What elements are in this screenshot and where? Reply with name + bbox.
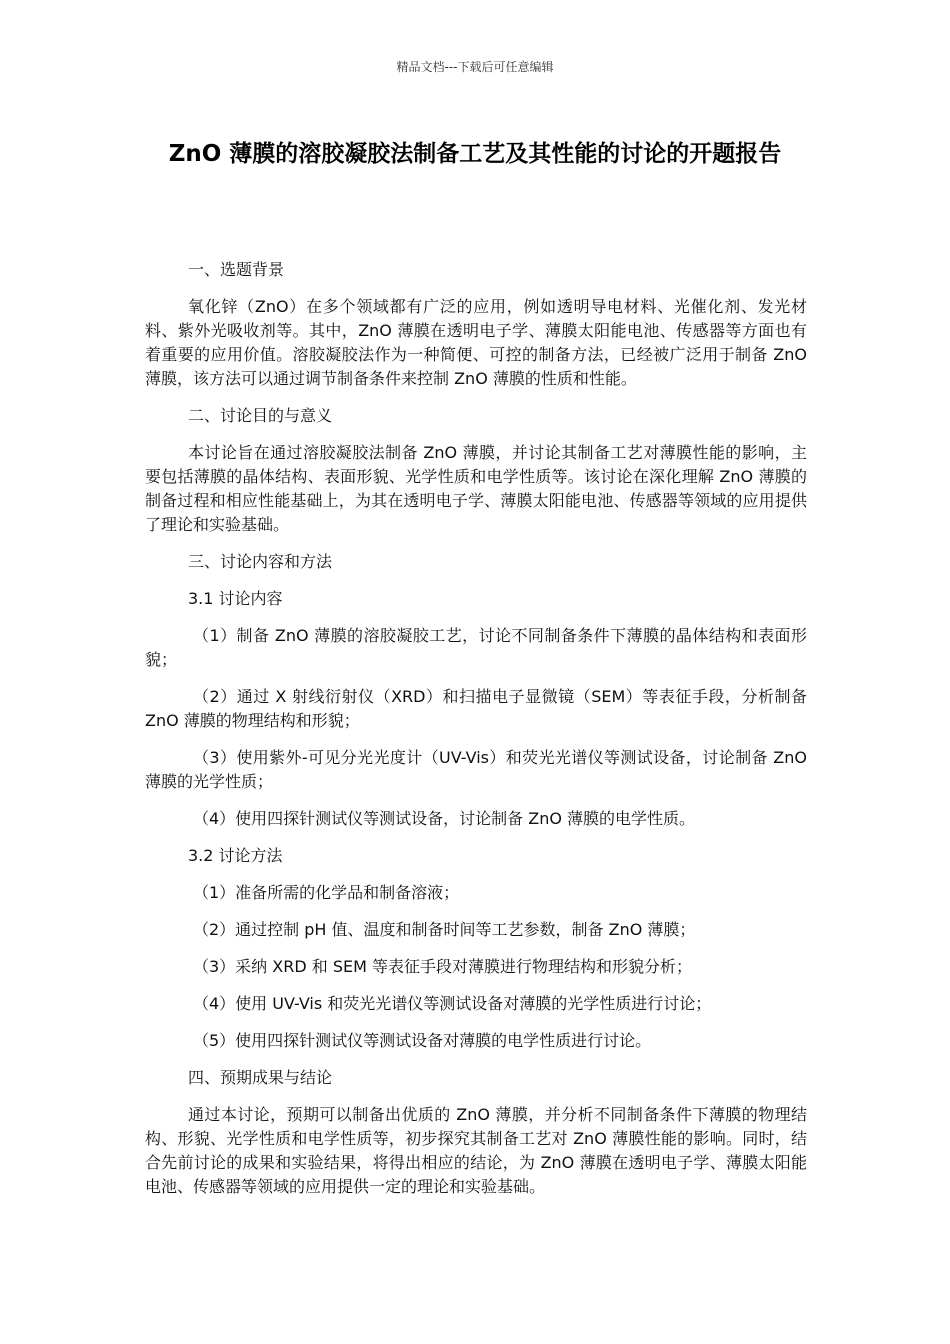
method-item-5: （5）使用四探针测试仪等测试设备对薄膜的电学性质进行讨论。 <box>193 1031 652 1050</box>
section-2-heading: 二、讨论目的与意义 <box>188 406 333 425</box>
content-item-4: （4）使用四探针测试仪等测试设备，讨论制备 ZnO 薄膜的电学性质。 <box>193 809 696 828</box>
content-item-1: （1）制备 ZnO 薄膜的溶胶凝胶工艺，讨论不同制备条件下薄膜的晶体结构和表面形貌； <box>145 626 807 669</box>
subsection-3-2-heading: 3.2 讨论方法 <box>188 846 283 865</box>
method-item-1: （1）准备所需的化学品和制备溶液； <box>193 883 460 902</box>
method-item-4: （4）使用 UV-Vis 和荧光光谱仪等测试设备对薄膜的光学性质进行讨论； <box>193 994 712 1013</box>
content-item-3: （3）使用紫外-可见分光光度计（UV-Vis）和荧光光谱仪等测试设备，讨论制备 ZnO 薄膜的光学性质； <box>145 748 807 791</box>
document-title: ZnO 薄膜的溶胶凝胶法制备工艺及其性能的讨论的开题报告 <box>168 141 782 167</box>
subsection-3-1-heading: 3.1 讨论内容 <box>188 589 283 608</box>
section-3-heading: 三、讨论内容和方法 <box>188 552 333 571</box>
section-4-paragraph: 通过本讨论，预期可以制备出优质的 ZnO 薄膜，并分析不同制备条件下薄膜的物理结构、形貌、光学性质和电学性质等，初步探究其制备工艺对 ZnO 薄膜性能的影响。同时，结合先前讨论的成果和实验结果，将得出相应的结论，为 ZnO 薄膜在透明电子学、薄膜太阳能电池、传感器等领域的应用提供一定的理论和实验基础。 <box>145 1105 807 1196</box>
section-1-heading: 一、选题背景 <box>188 260 285 279</box>
section-1-paragraph: 氧化锌（ZnO）在多个领域都有广泛的应用，例如透明导电材料、光催化剂、发光材料、紫外光吸收剂等。其中，ZnO 薄膜在透明电子学、薄膜太阳能电池、传感器等方面也有着重要的应用价值。溶胶凝胶法作为一种简便、可控的制备方法，已经被广泛用于制备 ZnO 薄膜，该方法可以通过调节制备条件来控制 ZnO 薄膜的性质和性能。 <box>145 297 807 388</box>
section-4-heading: 四、预期成果与结论 <box>188 1068 333 1087</box>
page-header-note: 精品文档---下载后可任意编辑 <box>396 60 554 74</box>
method-item-3: （3）采纳 XRD 和 SEM 等表征手段对薄膜进行物理结构和形貌分析； <box>193 957 692 976</box>
document-body <box>145 258 807 1212</box>
method-item-2: （2）通过控制 pH 值、温度和制备时间等工艺参数，制备 ZnO 薄膜； <box>193 920 696 939</box>
section-2-paragraph: 本讨论旨在通过溶胶凝胶法制备 ZnO 薄膜，并讨论其制备工艺对薄膜性能的影响，主要包括薄膜的晶体结构、表面形貌、光学性质和电学性质等。该讨论在深化理解 ZnO 薄膜的制备过程和相应性能基础上，为其在透明电子学、薄膜太阳能电池、传感器等领域的应用提供了理论和实验基础。 <box>145 443 807 534</box>
content-item-2: （2）通过 X 射线衍射仪（XRD）和扫描电子显微镜（SEM）等表征手段，分析制备 ZnO 薄膜的物理结构和形貌； <box>145 687 807 730</box>
